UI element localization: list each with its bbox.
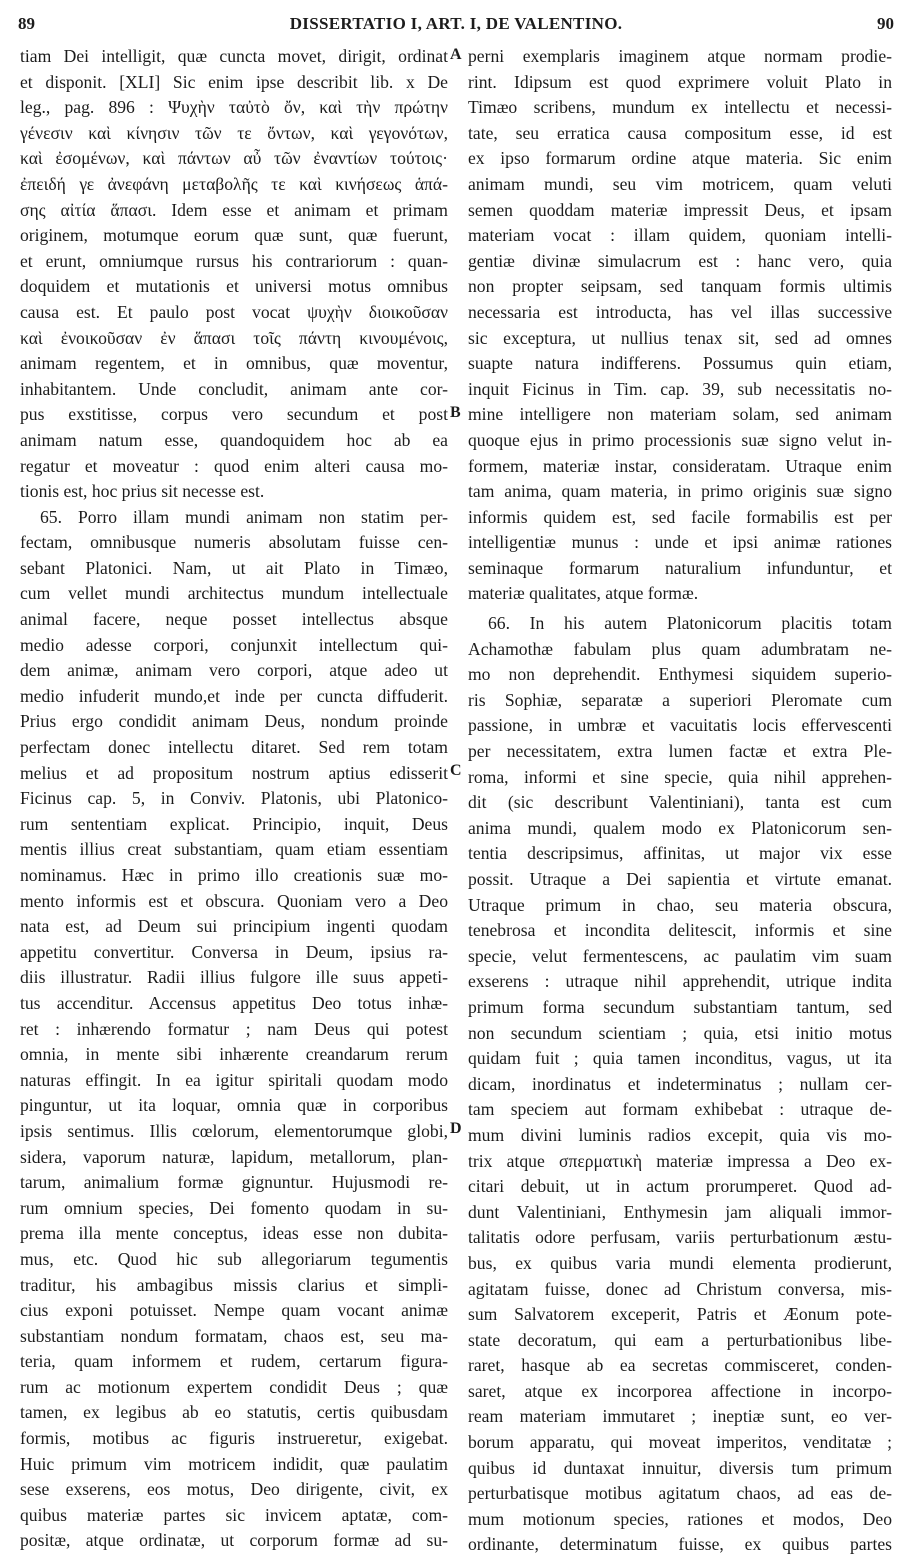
text-line: naturas effingit. In ea igitur spiritali quodam modo [20, 1069, 448, 1090]
text-line: ordinante, determinatum fuisse, ex quibus partes [468, 1534, 892, 1555]
left-column [20, 44, 448, 1554]
text-line: inquit Ficinus in Tim. cap. 39, sub necessitatis no- [468, 378, 892, 399]
text-line: causa est. Et paulo post vocat ψυχὴν διοικοῦσαν [20, 301, 448, 322]
page-number-left: 89 [18, 14, 35, 33]
running-title: DISSERTATIO I, ART. I, DE VALENTINO. [289, 14, 623, 33]
text-line: doquidem et mutationis et universi motus omnibus [20, 276, 448, 297]
text-line: possit. Utraque a Dei sapientia et virtute emanat. [468, 869, 892, 889]
text-line: quibus id duntaxat innuitur, diversis tum primum [468, 1457, 892, 1478]
page-number-right: 90 [877, 14, 894, 33]
text-line: non propter seipsam, sed tanquam formis ultimis [468, 276, 892, 297]
text-line: rum sententiam explicat. Principio, inquit, Deus [20, 813, 448, 834]
text-line: quoque ejus in primo processionis suæ signo velut in- [468, 429, 892, 450]
text-line: tate, seu erratica causa compositum esse, id est [468, 122, 892, 143]
page-header [18, 14, 894, 40]
text-line: dicam, inordinatus et indeterminatus ; nullam cer- [468, 1073, 892, 1094]
text-line: καὶ ἐσομένων, καὶ πάντων αὖ τῶν ἐναντίων τούτοις· [20, 148, 448, 169]
text-line: cius exponi potuisset. Nempe quam vocant animæ [20, 1300, 448, 1321]
text-line: mum divini luminis radios excepit, quia vis mo- [468, 1124, 892, 1145]
text-line: originem, motumque eorum quæ sunt, quæ fuerunt, [20, 225, 448, 246]
text-line: inhabitantem. Unde concludit, animam ante cor- [20, 378, 448, 399]
text-line: Ficinus cap. 5, in Conviv. Platonis, ubi Platonico- [20, 788, 448, 809]
text-line: ret : inhærendo formatur ; nam Deus qui potest [20, 1018, 448, 1039]
text-line: sum Salvatorem exceperit, Patris et Æonum pote- [468, 1304, 892, 1325]
text-line: materiæ qualitates, atque formæ. [468, 583, 699, 604]
text-line: saret, atque ex incorporea affectione in incorpo- [468, 1380, 892, 1401]
text-line: sic exceptura, ut nullius tenax sit, sed ad omnes [468, 327, 892, 348]
right-column [468, 44, 892, 1558]
text-line: specie, velut fermentescens, ac paulatim vim suam [468, 945, 892, 966]
text-line: mentis illius creat substantiam, quam etiam essentiam [20, 839, 448, 860]
text-line: substantiam nondum formatam, chaos est, seu ma- [20, 1325, 448, 1346]
text-line: formis, motibus ac figuris instrueretur, exigebat. [20, 1428, 448, 1449]
text-line: tenebrosa et incondita delitescit, informis et sine [468, 920, 892, 941]
text-line: perni exemplaris imaginem atque normam prodie- [468, 46, 892, 66]
text-line: suapte natura indifferens. Possumus quin etiam, [468, 353, 892, 374]
text-line: mo non deprehendit. Enthymesi siquidem superio- [468, 664, 892, 685]
text-line: nominamus. Hæc in primo illo creationis suæ mo- [20, 865, 448, 885]
text-line: rum omnium species, Dei fomento quodam in su- [20, 1197, 448, 1218]
text-line: ipsis sentimus. Illis cœlorum, elementorumque globi, [20, 1120, 448, 1141]
text-line: sebant Platonici. Nam, ut ait Plato in Timæo, [20, 557, 448, 578]
text-line: necessaria est introducta, has vel illas successive [468, 301, 892, 322]
text-line: roma, informi et sine specie, quia nihil apprehen- [468, 766, 892, 787]
text-line: positæ, atque ordinatæ, ut corporum formæ ad su- [20, 1530, 448, 1551]
text-line: tarum, animalium formæ gignuntur. Hujusmodi re- [20, 1172, 448, 1193]
text-line: appetitu convertitur. Conversa in Deum, ipsius ra- [20, 941, 448, 962]
text-line: seminaque formarum naturalium infunduntur, et [468, 557, 892, 578]
text-line: primum forma secundum substantiam tantum, sed [468, 996, 892, 1017]
text-line: et erunt, omniumque rursus his contrariorum : quan- [20, 250, 448, 271]
text-line: prema illa mente conceptus, ideas esse non dubita- [20, 1223, 448, 1244]
text-line: tam speciem aut formam exhibebat : utraque de- [468, 1099, 892, 1120]
text-line: tionis est, hoc prius sit necesse est. [20, 481, 265, 502]
text-line: traditur, his ambagibus missis clarius et simpli- [20, 1274, 448, 1295]
text-line: pinguntur, ut ita loquar, omnia quæ in corporibus [20, 1095, 448, 1116]
text-line: mento informis est et obscura. Quoniam vero a Deo [20, 890, 448, 911]
text-line: tam anima, quam materia, in primo originis suæ signo [468, 481, 892, 502]
margin-letter-d: D [450, 1120, 462, 1137]
text-line: tiam Dei intelligit, quæ cuncta movet, dirigit, ordinat [20, 46, 448, 66]
text-line: animam regentem, et in omnibus, quæ moventur, [20, 353, 448, 374]
text-line: animam mundi, seu vim motricem, quam veluti [468, 173, 892, 194]
margin-letter-b: B [450, 404, 461, 421]
text-line: informis quidem est, sed facile formabilis est per [468, 506, 892, 527]
text-line: tamen, ex legibus ab eo statutis, certis quibusdam [20, 1402, 448, 1423]
text-line: tentia descripsimus, affinitas, ut major vix esse [468, 843, 892, 864]
text-line: agitatam fuisse, donec ad Christum conversa, mis- [468, 1278, 892, 1299]
text-line: borum apparatu, qui moveat imperitos, venditatæ ; [468, 1432, 892, 1453]
text-line: animal facere, neque posset intellectus absque [20, 609, 448, 630]
text-line: ex ipso formarum ordine atque materia. Sic enim [468, 148, 892, 169]
text-line: semen quoddam materiæ impressit Deus, et ipsam [468, 199, 892, 220]
margin-letter-a: A [450, 46, 462, 63]
text-line: raret, hasque ab ea secretas commisceret, conden- [468, 1355, 892, 1376]
text-line: γένεσιν καὶ κίνησιν τῶν τε ὄντων, καὶ γεγονότων, [20, 122, 448, 143]
text-line: diis illustratur. Radii illius fulgore ille suus appeti- [20, 967, 448, 988]
text-line: perfectam donec intellectu ditaret. Sed rem totam [20, 737, 448, 758]
text-line: medio adesse corpori, conjunxit intellectum qui- [20, 634, 448, 655]
text-line: melius et ad propositum nostrum aptius edisserit [20, 762, 448, 783]
text-line: dunt Valentiniani, Enthymesin jam aliquali immor- [468, 1201, 892, 1222]
text-line: talitatis odore perfusam, variis perturbationum æstu- [468, 1227, 892, 1248]
text-line: formem, materiæ instar, consideratam. Utraque enim [468, 455, 892, 476]
text-line: Utraque primum in chao, seu materia obscura, [468, 894, 892, 915]
text-line: bus, ex quibus varia mundi elementa prodierunt, [468, 1252, 892, 1273]
text-line: per necessitatem, extra lumen factæ et extra Ple- [468, 741, 892, 762]
text-line: Huic primum vim motricem indidit, quæ paulatim [20, 1453, 448, 1474]
text-line: quibus materiæ partes sic invicem aptatæ, com- [20, 1504, 448, 1525]
text-line: animam natum esse, quandoquidem hoc ab ea [20, 429, 448, 450]
text-line: cum vellet mundi architectus mundum intellectuale [20, 583, 448, 604]
text-line: sidera, vaporum naturæ, lapidum, metallorum, plan- [20, 1146, 448, 1167]
text-line: Timæo scribens, mundum ex intellectu et necessi- [468, 97, 892, 118]
text-line: citari debuit, ut in actum prorumperet. Quod ad- [468, 1176, 892, 1197]
text-line: rint. Idipsum est quod exprimere voluit Plato in [468, 71, 892, 92]
text-line: sese exserens, eos motus, Deo dirigente, civit, ex [20, 1479, 448, 1500]
text-line: gentiæ divinæ simulacrum est : hanc vero, quia [468, 250, 892, 271]
text-line: dem animæ, animam vero corpori, atque adeo ut [20, 660, 448, 681]
text-line: Prius ergo condidit animam Deus, nondum proinde [20, 711, 448, 732]
text-line: ἐπειδή γε ἀνεφάνη μεταβολῆς τε καὶ κινήσεως ἁπά- [20, 173, 448, 194]
text-line: trix atque σπερματικὴ materiæ impressa a Deo ex- [468, 1150, 892, 1171]
text-line: tus accenditur. Accensus appetitus Deo totus inhæ- [20, 992, 448, 1013]
text-line: pus exstitisse, corpus vero secundum et post [20, 404, 448, 425]
text-line: exserens : utraque nihil apprehendit, utrique indita [468, 971, 892, 992]
text-line: et disponit. [XLI] Sic enim ipse describit lib. x De [20, 71, 448, 92]
text-line: rum ac motionum expertem condidit Deus ; quæ [20, 1376, 448, 1397]
text-line: nata est, ad Deum sui principium ingenti quodam [20, 916, 448, 937]
text-line: quidam fuit ; quia tamen inconditus, vagus, ut ita [468, 1048, 892, 1069]
text-line: non secundum scientiam ; quia, etsi initio motus [468, 1022, 892, 1043]
text-line: medio infuderit mundo,et inde per cuncta diffuderit. [20, 685, 448, 706]
text-line: mus, etc. Quod hic sub allegoriarum tegumentis [20, 1248, 448, 1269]
text-line: perturbatisque motibus agitatum chaos, ad eas de- [468, 1483, 892, 1504]
text-line: anima mundi, qualem modo ex Platonicorum sen- [468, 817, 892, 838]
text-line: passione, in umbræ et vacuitatis locis effervescenti [468, 715, 892, 736]
text-line: dit (sic describunt Valentiniani), tanta est cum [468, 792, 892, 813]
text-line: Achamothæ fabulam plus quam adumbratam ne- [468, 638, 892, 659]
text-line: regatur et moveatur : quod enim alteri causa mo- [20, 455, 448, 476]
text-line: leg., pag. 896 : Ψυχὴν ταὐτὸ ὄν, καὶ τὴν πρώτην [20, 97, 448, 118]
text-line: ris Sophiæ, separatæ a superiori Pleromate cum [468, 689, 892, 710]
text-line: mine intelligere non materiam solam, sed animam [468, 404, 892, 425]
text-line: καὶ ἐνοικοῦσαν ἐν ἅπασι τοῖς πάντη κινουμένοις, [20, 327, 448, 348]
margin-letter-c: C [450, 762, 462, 779]
text-line: intelligentiæ munus : unde et ipsi animæ rationes [468, 532, 892, 553]
text-line: ream materiam immutaret ; ineptiæ sunt, eo ver- [468, 1406, 892, 1427]
text-line: materiam vocat : illam quidem, quoniam intelli- [468, 225, 892, 246]
text-line: mum motionum species, rationes et modos, Deo [468, 1508, 892, 1529]
text-line: σης αἰτία ἅπασι. Idem esse et animam et primam [20, 199, 448, 220]
text-line: 65. Porro illam mundi animam non statim per- [40, 506, 448, 527]
text-line: fectam, omnibusque numeris absolutam fuisse cen- [20, 532, 448, 553]
text-line: teria, quam informem et rudem, certarum figura- [20, 1351, 448, 1372]
text-line: 66. In his autem Platonicorum placitis totam [488, 613, 892, 634]
text-line: state decoratum, qui eam a perturbationibus libe- [468, 1329, 892, 1350]
text-line: omnia, in mente sibi inhærente creandarum rerum [20, 1044, 448, 1065]
